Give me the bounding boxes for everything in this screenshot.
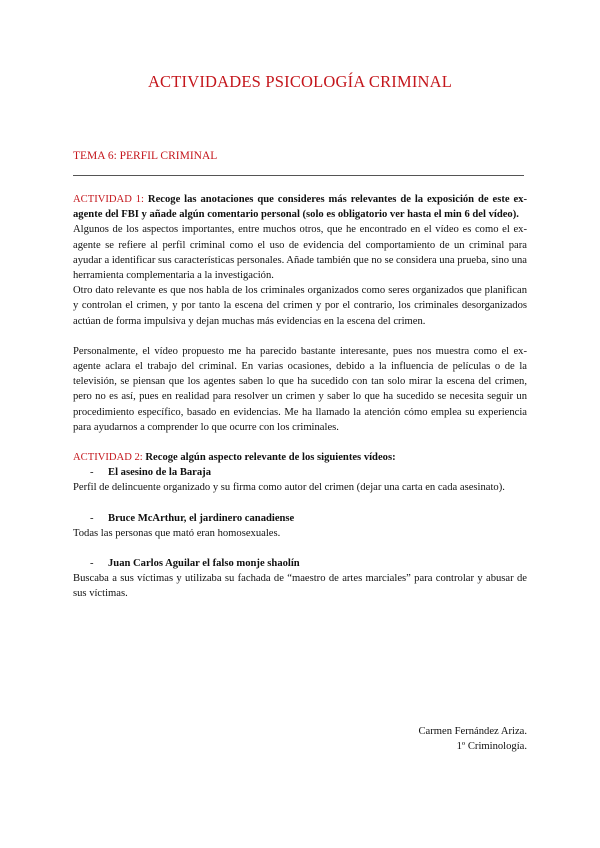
activity-1-paragraph-1: Algunos de los aspectos importantes, entre muchos otros, que he encontrado en el vídeo es como el ex-agente se refiere al perfil criminal como el uso de evidencia del comportamiento de un criminal para ayudar a identificar sus características personales. Añade también que no se considera una prueba, sino una herramienta complementaria a la investigación. (73, 224, 527, 282)
divider (73, 175, 524, 176)
document-body (73, 192, 527, 602)
video-item-title (73, 465, 527, 480)
video-item-text: Perfil de delincuente organizado y su firma como autor del crimen (dejar una carta en cada asesinato). (73, 482, 505, 494)
bullet-dash: - (90, 512, 94, 524)
activity-1-paragraph-2: Otro dato relevante es que nos habla de los criminales organizados como seres organizados que planifican y controlan el crimen, y por tanto la escena del crimen y por el contrario, los criminales desorganizados actúan de forma impulsiva y dejan muchas más evidencias en la escena del crimen. (73, 285, 527, 327)
signature-block (300, 724, 527, 754)
activity-1-label: ACTIVIDAD 1: (73, 194, 148, 205)
activity-1-paragraph-3: Personalmente, el vídeo propuesto me ha parecido bastante interesante, pues nos muestra como el ex-agente aclara el trabajo del criminal. En varias ocasiones, debido a la influencia de películas o de la televisión, se piensan que los agentes saben lo que ha sucedido con tan solo mirar la escena del crimen, pero no es así, pues en realidad para resolver un crimen y saber lo que ha sucedido se necesita seguir un procedimiento específico, basado en evidencias. Me ha llamado la atención cómo emplea su experiencia para ayudarnos a comprender lo que ocurre con los criminales. (73, 345, 527, 433)
activity-1-prompt (73, 192, 527, 222)
activity-2-label: ACTIVIDAD 2: (73, 452, 146, 464)
video-title-2: Bruce McArthur, el jardinero canadiense (108, 512, 295, 524)
video-item-title (73, 556, 527, 571)
video-title-3: Juan Carlos Aguilar el falso monje shaolín (108, 558, 300, 570)
bullet-dash: - (90, 467, 94, 479)
author-course: 1º Criminología. (456, 741, 527, 753)
page-title: ACTIVIDADES PSICOLOGÍA CRIMINAL (147, 72, 453, 91)
activity-2-question: Recoge algún aspecto relevante de los siguientes vídeos: (145, 452, 396, 464)
video-title-1: El asesino de la Baraja (108, 467, 211, 479)
bullet-dash: - (90, 558, 94, 570)
activity-1-question: Recoge las anotaciones que consideres más relevantes de la exposición de este ex-agente del FBI y añade algún comentario personal (solo es obligatorio ver hasta el min 6 del vídeo). (73, 194, 527, 221)
video-item-text: Todas las personas que mató eran homosexuales. (73, 527, 281, 539)
topic-heading: TEMA 6: PERFIL CRIMINAL (73, 150, 218, 162)
activity-2-prompt (73, 450, 527, 465)
video-item-title (73, 511, 527, 526)
author-name: Carmen Fernández Ariza. (418, 726, 527, 737)
video-item-text: Buscaba a sus víctimas y utilizaba su fachada de “maestro de artes marciales” para controlar y abusar de sus víctimas. (73, 573, 527, 600)
